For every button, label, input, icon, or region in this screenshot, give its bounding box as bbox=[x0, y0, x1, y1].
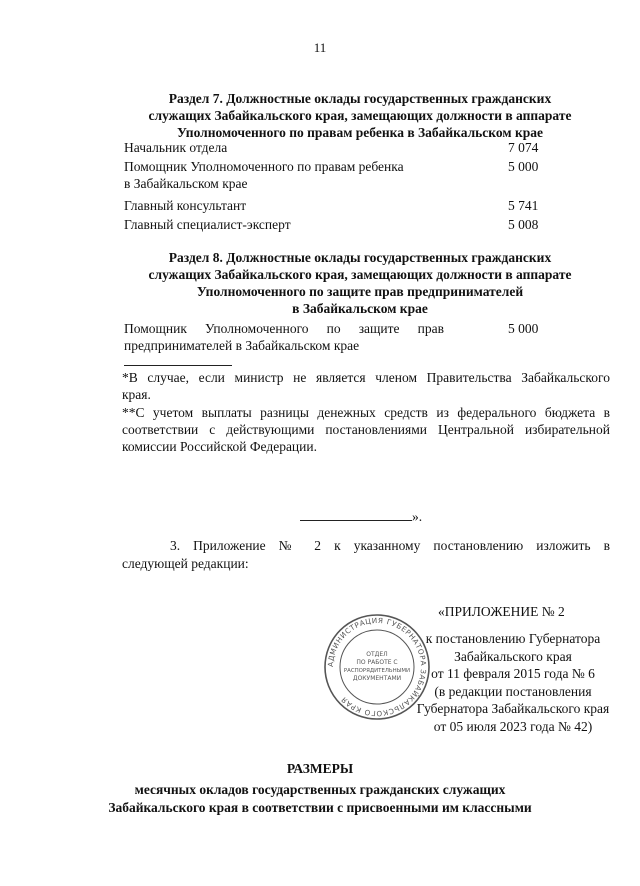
appendix-line: к постановлению Губернатора bbox=[425, 631, 601, 646]
label-line: в Забайкальском крае bbox=[124, 176, 248, 191]
stamp-ring-text: АДМИНИСТРАЦИЯ ГУБЕРНАТОРА ЗАБАЙКАЛЬСКОГО КРАЯ bbox=[325, 615, 429, 719]
footnote-line: комиссии Российской Федерации. bbox=[122, 439, 317, 454]
signature-blank-line bbox=[300, 508, 412, 521]
paragraph-line: 3. Приложение № 2 к указанному постановлению изложить в bbox=[170, 538, 610, 553]
footnote-rule bbox=[124, 365, 232, 366]
salary-row-value: 5 008 bbox=[508, 217, 539, 232]
page-number: 11 bbox=[313, 40, 327, 55]
salary-row-label: Начальник отдела bbox=[124, 140, 228, 155]
appendix-line: Губернатора Забайкальского края bbox=[416, 701, 610, 716]
footnote-2 bbox=[122, 404, 610, 455]
heading-line: Уполномоченного по защите прав предпринимателей bbox=[196, 284, 524, 299]
paragraph-3 bbox=[122, 537, 610, 573]
subtitle-line: месячных окладов государственных гражданских служащих bbox=[134, 782, 506, 797]
appendix-title: «ПРИЛОЖЕНИЕ № 2 bbox=[438, 604, 565, 619]
salary-row-label: Главный специалист-эксперт bbox=[124, 217, 291, 232]
salary-row-value: 7 074 bbox=[508, 140, 539, 155]
stamp-center-line: ПО РАБОТЕ С bbox=[356, 659, 398, 666]
heading-line: Раздел 7. Должностные оклады государственных гражданских bbox=[168, 91, 552, 106]
heading-line: служащих Забайкальского края, замещающих должности в аппарате bbox=[148, 108, 572, 123]
label-line: Помощник Уполномоченного по правам ребенка bbox=[124, 159, 404, 174]
heading-line: Уполномоченного по правам ребенка в Забайкальском крае bbox=[177, 125, 543, 140]
salary-row-label bbox=[124, 320, 444, 354]
footnote-line: **С учетом выплаты разницы денежных средств из федерального бюджета в bbox=[122, 405, 610, 420]
closing-quote: ». bbox=[412, 509, 423, 524]
footnote-line: соответствии с действующими постановлениями Центральной избирательной bbox=[122, 422, 610, 437]
appendix-line: (в редакции постановления bbox=[434, 683, 592, 699]
closing-mark bbox=[300, 508, 422, 525]
subtitle-line: Забайкальского края в соответствии с присвоенными им классными bbox=[108, 800, 532, 815]
stamp-center-line: ОТДЕЛ bbox=[366, 651, 388, 658]
document-title: РАЗМЕРЫ bbox=[286, 761, 354, 776]
stamp-center-line: РАСПОРЯДИТЕЛЬНЫМИ bbox=[343, 668, 411, 674]
footnote-line: *В случае, если министр не является членом Правительства Забайкальского bbox=[122, 370, 610, 385]
footnote-1 bbox=[122, 369, 610, 403]
label-line: Помощник Уполномоченного по защите прав bbox=[124, 321, 444, 336]
heading-line: Раздел 8. Должностные оклады государственных гражданских bbox=[168, 250, 552, 265]
heading-line: служащих Забайкальского края, замещающих должности в аппарате bbox=[148, 267, 572, 282]
paragraph-line: следующей редакции: bbox=[122, 556, 249, 571]
salary-row-value: 5 741 bbox=[508, 198, 539, 213]
stamp-center-line: ДОКУМЕНТАМИ bbox=[352, 675, 402, 682]
salary-row-value: 5 000 bbox=[508, 321, 539, 336]
label-line: предпринимателей в Забайкальском крае bbox=[124, 338, 360, 353]
appendix-line: от 11 февраля 2015 года № 6 bbox=[431, 666, 595, 681]
footnote-line: края. bbox=[122, 387, 151, 402]
appendix-line: от 05 июля 2023 года № 42) bbox=[433, 718, 593, 734]
salary-row-value: 5 000 bbox=[508, 159, 539, 174]
salary-row-label: Главный консультант bbox=[124, 198, 247, 213]
document-subtitle bbox=[0, 781, 640, 817]
salary-row-label bbox=[124, 158, 404, 192]
heading-line: в Забайкальском крае bbox=[292, 301, 428, 316]
appendix-line: Забайкальского края bbox=[454, 648, 572, 664]
section-8-heading bbox=[118, 249, 602, 317]
appendix-reference bbox=[402, 630, 624, 735]
section-7-heading bbox=[118, 90, 602, 141]
